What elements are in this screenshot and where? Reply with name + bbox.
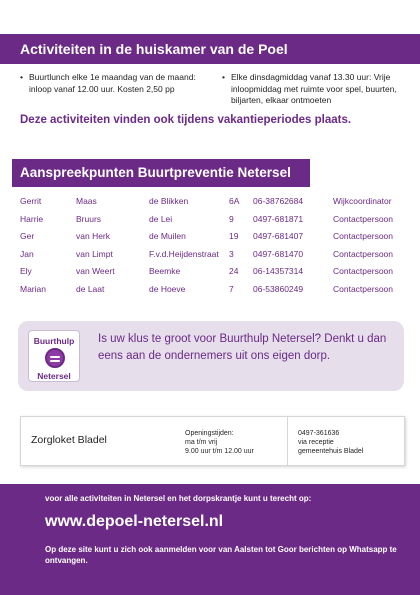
buurthulp-logo — [28, 330, 80, 382]
contact-row — [20, 263, 410, 281]
contact-role: Contactpersoon — [333, 213, 394, 224]
contact-row — [20, 193, 410, 211]
contact-last-name: van Weert — [76, 266, 115, 276]
contact-street: de Muilen — [149, 231, 186, 241]
logo-text-top: Buurthulp — [33, 336, 75, 346]
hours-time: 9.00 uur t/m 12.00 uur — [185, 448, 254, 455]
buurthulp-text: Is uw klus te groot voor Buurthulp Netersel? Denkt u dan eens aan de ondernemers uit ons eigen dorp. — [98, 333, 387, 362]
zorgloket-title: Zorgloket Bladel — [31, 434, 107, 446]
contact-phone: 0497-681871 — [253, 213, 304, 224]
contacts-table — [20, 193, 410, 298]
logo-emblem-icon — [45, 348, 65, 368]
bullet-symbol: • — [222, 72, 225, 82]
contact-role: Contactpersoon — [333, 248, 394, 259]
holiday-note: Deze activiteiten vinden ook tijdens vakantieperiodes plaats. — [20, 114, 352, 126]
footer-banner — [0, 484, 420, 595]
zorgloket-location: gemeentehuis Bladel — [298, 448, 364, 455]
activity-text: Buurtlunch elke 1e maandag van de maand: inloop vanaf 12.00 uur. Kosten 2,50 pp — [29, 72, 196, 94]
contact-house-number: 24 — [229, 266, 239, 276]
contact-phone: 06-14357314 — [253, 266, 304, 276]
contact-first-name: Marian — [20, 283, 46, 294]
contact-house-number: 9 — [229, 213, 234, 224]
contact-house-number: 7 — [229, 283, 234, 294]
zorgloket-box — [20, 416, 405, 466]
contact-role: Contactpersoon — [333, 266, 394, 276]
contact-first-name: Gerrit — [20, 196, 42, 206]
buurtpreventie-title-banner: Aanspreekpunten Buurtpreventie Netersel — [12, 159, 310, 187]
zorgloket-hours — [185, 429, 254, 456]
contact-last-name: de Laat — [76, 283, 105, 294]
divider — [287, 417, 288, 465]
zorgloket-contact — [298, 429, 363, 456]
contact-first-name: Ely — [20, 266, 32, 276]
zorgloket-via: via receptie — [298, 439, 334, 446]
contact-last-name: Maas — [76, 196, 97, 206]
footer-note: Op deze site kunt u zich ook aanmelden voor van Aalsten tot Goor berichten op Whatsapp te ontvangen. — [45, 545, 397, 565]
huiskamer-title-banner: Activiteiten in de huiskamer van de Poel — [0, 34, 420, 64]
contact-row — [20, 281, 410, 299]
contact-role: Contactpersoon — [333, 283, 394, 294]
contact-phone: 06-38762684 — [253, 196, 304, 206]
contact-last-name: van Herk — [76, 231, 111, 241]
hours-label: Openingstijden: — [185, 430, 234, 437]
activity-bullet-lunch — [20, 72, 215, 95]
website-link[interactable]: www.depoel-netersel.nl — [45, 513, 224, 530]
contact-street: de Hoeve — [149, 283, 186, 294]
footer-intro: voor alle activiteiten in Netersel en het dorpskrantje kunt u terecht op: — [45, 494, 312, 503]
contact-last-name: van Limpt — [76, 248, 113, 259]
contact-street: de Blikken — [149, 196, 189, 206]
contact-last-name: Bruurs — [76, 213, 102, 224]
contact-street: Beemke — [149, 266, 181, 276]
bullet-symbol: • — [20, 72, 23, 82]
contact-first-name: Ger — [20, 231, 35, 241]
contact-role: Wijkcoordinator — [333, 196, 392, 206]
hours-days: ma t/m vrij — [185, 439, 218, 446]
contact-street: F.v.d.Heijdenstraat — [149, 248, 219, 259]
contact-first-name: Jan — [20, 248, 34, 259]
contact-row — [20, 228, 410, 246]
contact-phone: 0497-681407 — [253, 231, 304, 241]
contact-role: Contactpersoon — [333, 231, 394, 241]
activity-text: Elke dinsdagmiddag vanaf 13.30 uur: Vrije inloopmiddag met ruimte voor spel, buurten, biljarten, elkaar ontmoeten — [231, 72, 397, 105]
contact-house-number: 6A — [229, 196, 240, 206]
activity-bullet-inloop — [222, 72, 412, 107]
contact-street: de Lei — [149, 213, 173, 224]
contact-phone: 0497-681470 — [253, 248, 304, 259]
contact-house-number: 19 — [229, 231, 239, 241]
contact-row — [20, 211, 410, 229]
zorgloket-phone: 0497-361636 — [298, 430, 340, 437]
logo-text-bottom: Netersel — [37, 371, 71, 381]
contact-row — [20, 246, 410, 264]
buurthulp-panel — [18, 321, 404, 391]
contact-house-number: 3 — [229, 248, 234, 259]
contact-phone: 06-53860249 — [253, 283, 304, 294]
contact-first-name: Harrie — [20, 213, 44, 224]
